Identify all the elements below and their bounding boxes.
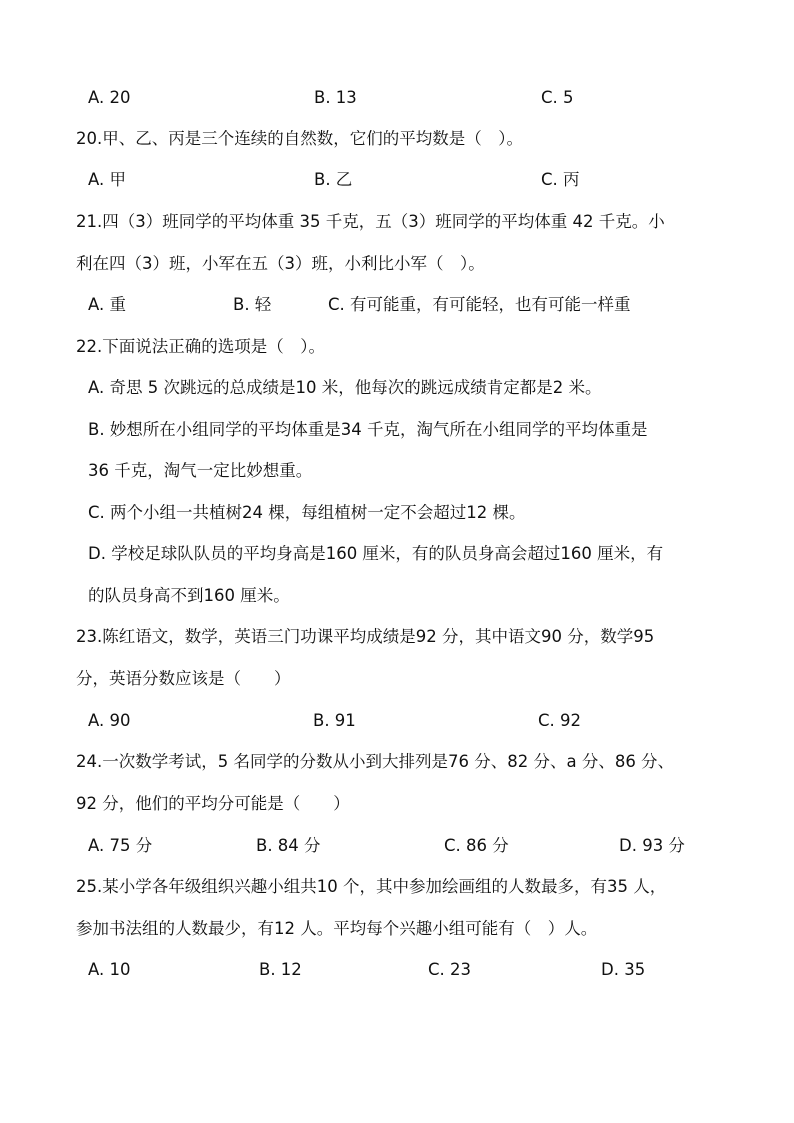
q23-stem-line-1: 23.陈红语文，数学，英语三门功课平均成绩是92 分，其中语文90 分，数学95 <box>76 627 655 646</box>
q21-option-a: A. 重 <box>88 295 126 314</box>
q19-option-b: B. 13 <box>314 88 357 107</box>
q25-stem-line-1: 25.某小学各年级组织兴趣小组共10 个，其中参加绘画组的人数最多，有35 人， <box>76 877 667 896</box>
q24-option-c: C. 86 分 <box>444 836 509 855</box>
q20-option-b: B. 乙 <box>314 170 353 189</box>
q24-stem-line-2: 92 分，他们的平均分可能是（ ） <box>76 794 350 813</box>
q20-stem: 20.甲、乙、丙是三个连续的自然数，它们的平均数是（ ）。 <box>76 129 523 148</box>
q22-option-d-line-1: D. 学校足球队队员的平均身高是160 厘米，有的队员身高会超过160 厘米，有 <box>88 544 664 563</box>
q21-option-b: B. 轻 <box>233 295 272 314</box>
q22-option-d-line-2: 的队员身高不到160 厘米。 <box>88 586 290 605</box>
q23-stem-line-2: 分，英语分数应该是（ ） <box>76 669 291 688</box>
q19-option-c: C. 5 <box>541 88 574 107</box>
q21-stem-line-1: 21.四（3）班同学的平均体重 35 千克，五（3）班同学的平均体重 42 千克。小 <box>76 212 665 231</box>
q21-stem-line-2: 利在四（3）班，小军在五（3）班，小利比小军（ ）。 <box>76 254 485 273</box>
q22-option-b-line-2: 36 千克，淘气一定比妙想重。 <box>88 461 313 480</box>
q22-option-a: A. 奇思 5 次跳远的总成绩是10 米，他每次的跳远成绩肯定都是2 米。 <box>88 378 602 397</box>
q21-option-c: C. 有可能重，有可能轻，也有可能一样重 <box>328 295 631 314</box>
q23-option-b: B. 91 <box>313 711 356 730</box>
q25-option-d: D. 35 <box>601 960 646 979</box>
q20-option-a: A. 甲 <box>88 170 126 189</box>
q19-option-a: A. 20 <box>88 88 131 107</box>
q22-option-c: C. 两个小组一共植树24 棵，每组植树一定不会超过12 棵。 <box>88 503 526 522</box>
q24-option-a: A. 75 分 <box>88 836 153 855</box>
q25-option-a: A. 10 <box>88 960 131 979</box>
q25-option-b: B. 12 <box>259 960 302 979</box>
q25-stem-line-2: 参加书法组的人数最少，有12 人。平均每个兴趣小组可能有（ ）人。 <box>76 919 598 938</box>
q20-option-c: C. 丙 <box>541 170 580 189</box>
q22-option-b-line-1: B. 妙想所在小组同学的平均体重是34 千克，淘气所在小组同学的平均体重是 <box>88 420 648 439</box>
q24-option-d: D. 93 分 <box>619 836 685 855</box>
q24-option-b: B. 84 分 <box>256 836 321 855</box>
q23-option-a: A. 90 <box>88 711 131 730</box>
q25-option-c: C. 23 <box>428 960 472 979</box>
q23-option-c: C. 92 <box>538 711 582 730</box>
q24-stem-line-1: 24.一次数学考试，5 名同学的分数从小到大排列是76 分、82 分、a 分、86 分、 <box>76 752 675 771</box>
q22-stem: 22.下面说法正确的选项是（ ）。 <box>76 337 325 356</box>
